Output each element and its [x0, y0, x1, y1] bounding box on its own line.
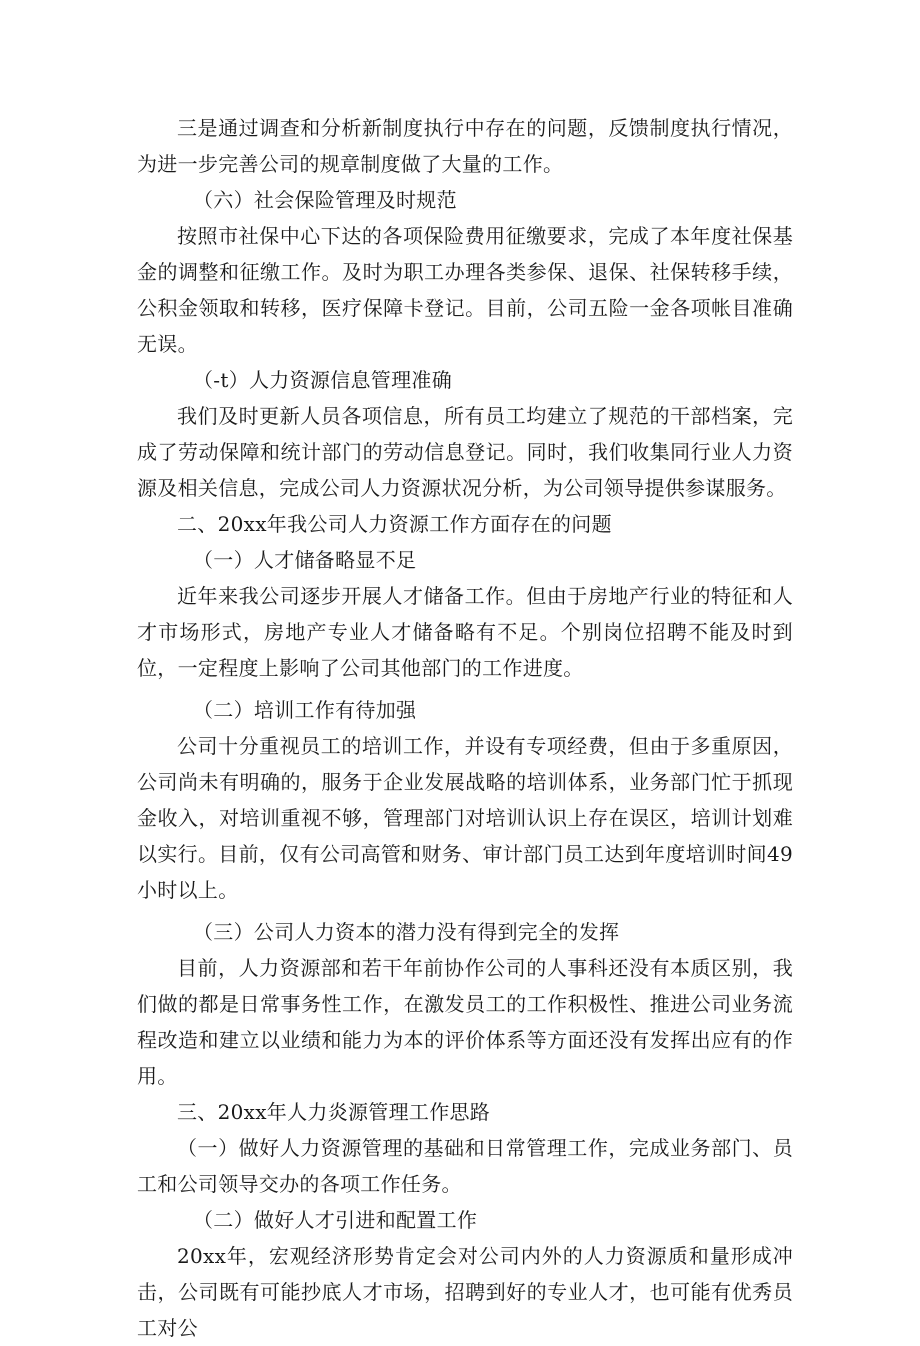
paragraph-talent-reserve: 近年来我公司逐步开展人才储备工作。但由于房地产行业的特征和人才市场形式，房地产专业人才储备略有不足。个别岗位招聘不能及时到位，一定程度上影响了公司其他部门的工作进度。	[137, 584, 793, 680]
paragraph-social-insurance: 按照市社保中心下达的各项保险费用征缴要求，完成了本年度社保基金的调整和征缴工作。及时为职工办理各类参保、退保、社保转移手续，公积金领取和转移，医疗保障卡登记。目前，公司五险一金各项帐目准确无误。	[137, 224, 793, 356]
paragraph-hr-information: 我们及时更新人员各项信息，所有员工均建立了规范的干部档案，完成了劳动保障和统计部门的劳动信息登记。同时，我们收集同行业人力资源及相关信息，完成公司人力资源状况分析，为公司领导提供参谋服务。	[137, 404, 793, 500]
paragraph-human-capital: 目前，人力资源部和若干年前协作公司的人事科还没有本质区别，我们做的都是日常事务性工作，在激发员工的工作积极性、推进公司业务流程改造和建立以业绩和能力为本的评价体系等方面还没有发挥出应有的作用。	[137, 956, 793, 1088]
document-body	[137, 110, 793, 1346]
heading-talent-introduction: （二）做好人才引进和配置工作	[193, 1208, 478, 1232]
section-heading-problems: 二、20xx年我公司人力资源工作方面存在的问题	[177, 512, 612, 536]
heading-social-insurance: （六）社会保险管理及时规范	[193, 188, 457, 212]
section-heading-work-ideas: 三、20xx年人力炎源管理工作思路	[177, 1100, 491, 1124]
paragraph-basic-management: （一）做好人力资源管理的基础和日常管理工作，完成业务部门、员工和公司领导交办的各项工作任务。	[137, 1136, 793, 1196]
paragraph-talent-introduction: 20xx年，宏观经济形势肯定会对公司内外的人力资源质和量形成冲击，公司既有可能抄底人才市场，招聘到好的专业人才，也可能有优秀员工对公	[137, 1244, 793, 1340]
heading-human-capital: （三）公司人力资本的潜力没有得到完全的发挥	[193, 920, 620, 944]
heading-training: （二）培训工作有待加强	[193, 698, 417, 722]
heading-talent-reserve: （一）人才储备略显不足	[193, 548, 417, 572]
heading-hr-information: （-t）人力资源信息管理准确	[193, 368, 452, 392]
paragraph-training: 公司十分重视员工的培训工作，并设有专项经费，但由于多重原因，公司尚未有明确的，服务于企业发展战略的培训体系，业务部门忙于抓现金收入，对培训重视不够，管理部门对培训认识上存在误区，培训计划难以实行。目前，仅有公司高管和财务、审计部门员工达到年度培训时间49小时以上。	[137, 734, 793, 902]
paragraph-system-feedback: 三是通过调查和分析新制度执行中存在的问题，反馈制度执行情况，为进一步完善公司的规章制度做了大量的工作。	[137, 116, 793, 176]
